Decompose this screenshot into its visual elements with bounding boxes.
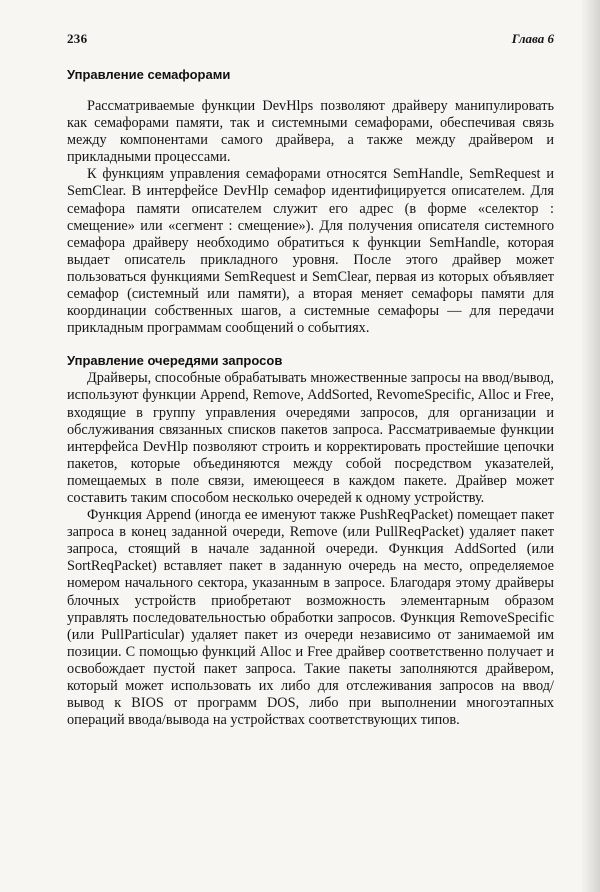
page-edge-shadow <box>580 0 600 892</box>
paragraph: Функция Append (иногда ее именуют также PushReqPacket) помещает пакет запроса в конец заданной очереди, Remove (или PullReqPacket) удаляет пакет запроса, стоящий в начале заданной очереди. Функция AddSorted (или SortReqPacket) вставляет пакет в заданную очередь на место, определяемое номером начального сектора, указанным в запросе. Благодаря этому драйверы блочных устройств приобретают возможность элементарным образом управлять последовательностью обработки запросов. Функция RemoveSpecific (или PullParticular) удаляет пакет из очереди независимо от занимаемой им позиции. С помощью функций Alloc и Free драйвер соответственно получает и освобождает пустой пакет запроса. Такие пакеты заполняются драйвером, который может использовать их либо для отслеживания запросов на ввод/вывод к BIOS от программ DOS, либо при выполнении многоэтапных операций ввода/вывода на устройствах соответствующих типов. <box>67 507 554 729</box>
section-heading: Управление семафорами <box>67 67 231 82</box>
paragraph: Рассматриваемые функции DevHlps позволяют драйверу манипулировать как семафорами памяти, так и системными семафорами, обеспечивая связь между компонентами самого драйвера, а также между драйвером и прикладными процессами. <box>67 98 554 166</box>
paragraph: Драйверы, способные обрабатывать множественные запросы на ввод/вывод, используют функции Append, Remove, AddSorted, RevomeSpecific, Alloc и Free, входящие в группу управления очередями запросов, для организации и обслуживания связанных списков пакетов запроса. Рассматриваемые функции интерфейса DevHlp позволяют строить и корректировать простейшие цепочки пакетов, которые объединяются между собой посредством указателей, помещаемых в поле связи, имеющееся в каждом пакете. Драйвер может составить таким способом несколько очередей к одному устройству. <box>67 370 554 506</box>
section-semaphores <box>67 66 554 337</box>
paragraph: К функциям управления семафорами относятся SemHandle, SemRequest и SemClear. В интерфейсе DevHlp семафор идентифицируется описателем. Для семафора памяти описателем служит его адрес (в форме «селектор : смещение» или «сегмент : смещение»). Для получения описателя системного семафора драйверу необходимо обратиться к функции SemHandle, которая выдает описатель прикладного уровня. После этого драйвер может пользоваться функциями SemRequest и SemClear, первая из которых объявляет семафор (системный или памяти), а вторая меняет семафоры памяти для координации собственных шагов, а системные семафоры — для передачи прикладным программам сообщений о событиях. <box>67 166 554 337</box>
section-request-queues <box>67 352 554 729</box>
page-body <box>67 66 554 729</box>
section-heading: Управление очередями запросов <box>67 353 283 369</box>
chapter-label: Глава 6 <box>511 31 554 46</box>
page-header <box>67 31 554 49</box>
page-number: 236 <box>67 31 88 46</box>
